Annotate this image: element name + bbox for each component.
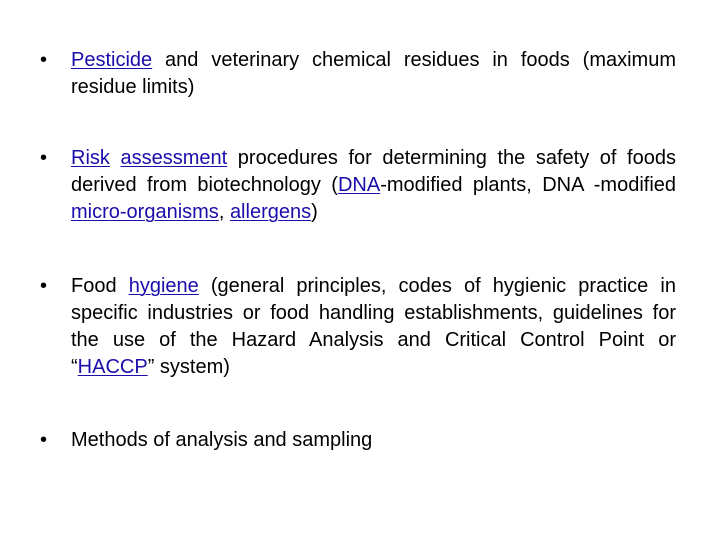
text-run [110, 147, 121, 169]
text-run: -modified plants, DNA -modified [380, 174, 677, 196]
link-risk[interactable]: Risk [71, 147, 110, 169]
text-run: Methods of analysis and sampling [71, 429, 373, 451]
bullet-text [71, 145, 676, 226]
link-allergens[interactable]: allergens [229, 201, 312, 223]
text-run: , [218, 201, 230, 223]
bullet-marker: • [40, 275, 48, 297]
bullet-marker: • [40, 147, 48, 169]
link-haccp[interactable]: HACCP [77, 356, 148, 378]
link-dna[interactable]: DNA [337, 174, 381, 196]
link-micro-organisms[interactable]: micro-organisms [71, 201, 219, 223]
bullet-text [71, 427, 676, 454]
bullet-marker: • [40, 429, 48, 451]
bullet-text [71, 273, 676, 381]
link-assessment[interactable]: assessment [120, 147, 228, 169]
text-run: procedures for determining the safety of foods derived from biotechnology ( [71, 147, 676, 196]
bullet-item-pesticide [40, 47, 676, 101]
text-run: Food [71, 275, 129, 297]
link-pesticide[interactable]: Pesticide [71, 49, 153, 71]
text-run: (general principles, codes of hygienic practice in specific industries or food handling establishments, guidelines for the use of the Hazard Analysis and Critical Control Point or “ [71, 275, 676, 378]
bullet-item-risk-assessment [40, 145, 676, 226]
bullet-marker: • [40, 49, 48, 71]
text-run: ” system) [147, 356, 230, 378]
bullet-item-food-hygiene [40, 273, 676, 381]
link-hygiene[interactable]: hygiene [128, 275, 199, 297]
bullet-text [71, 47, 676, 101]
bullet-item-methods [40, 427, 676, 454]
text-run: ) [311, 201, 318, 223]
text-run: and veterinary chemical residues in foods (maximum residue limits) [71, 49, 676, 98]
